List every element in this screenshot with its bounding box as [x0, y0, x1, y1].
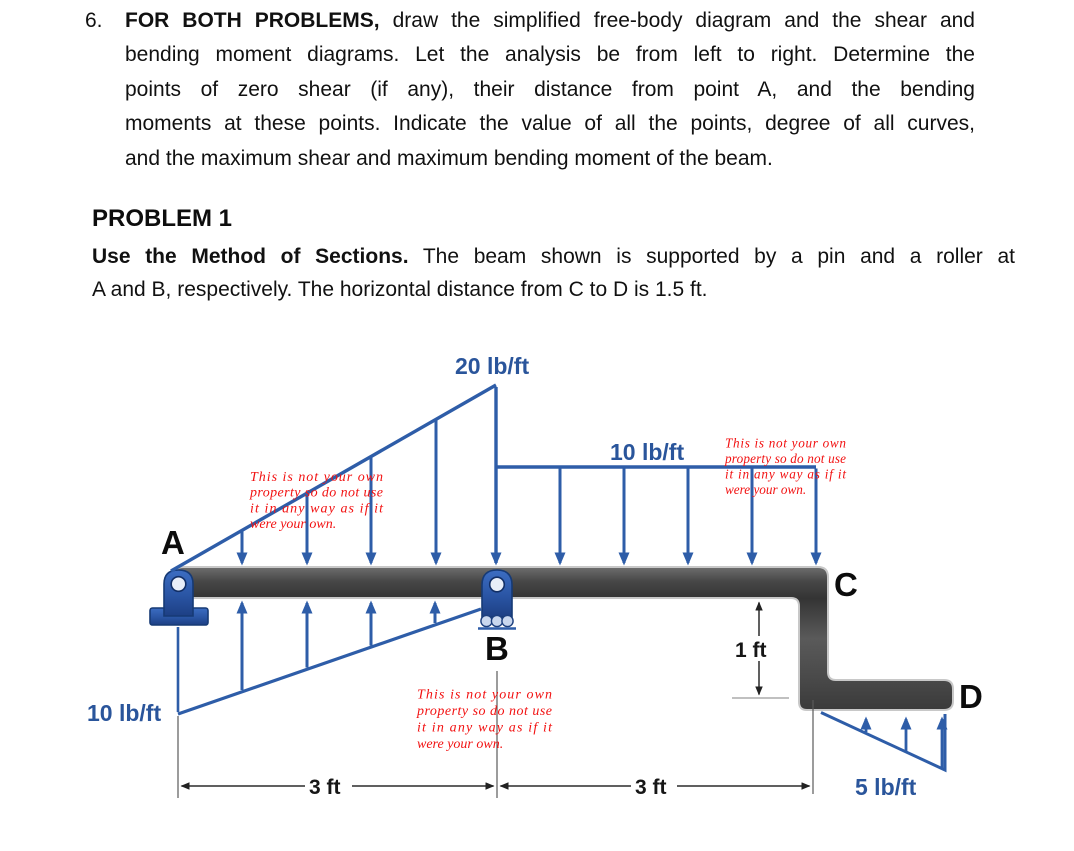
watermark-line: This is not your own: [417, 687, 552, 703]
watermark-block-2: [724, 436, 846, 498]
roller-wheel: [481, 615, 492, 626]
problem-6-line1-text: draw the simplified free-body diagram and the shear and: [392, 9, 975, 32]
dim-label-1ft: 1 ft: [735, 639, 767, 662]
load-label-10lbft-top: 10 lb/ft: [610, 439, 685, 465]
pin-hole: [171, 577, 186, 592]
problem-6-lead: FOR BOTH PROBLEMS,: [125, 9, 380, 32]
watermark-line: property so do not use: [250, 485, 383, 501]
roller-wheel: [491, 615, 502, 626]
watermark-line: property so do not use: [725, 451, 846, 466]
triangular-load-bottom-right: [821, 713, 945, 771]
problem-1-heading: PROBLEM 1: [92, 205, 233, 232]
problem-number: 6.: [85, 9, 103, 32]
problem-6-line4: moments at these points. Indicate the value of all the points, degree of all curves,: [125, 112, 975, 136]
watermark-line: it in any way as if it: [417, 720, 552, 736]
problem-1-line1-text: The beam shown is supported by a pin and a roller at: [422, 245, 1015, 268]
load-hypotenuse: [821, 713, 945, 771]
roller-wheel: [502, 615, 513, 626]
point-label-c: C: [834, 566, 858, 603]
point-label-b: B: [485, 630, 509, 667]
watermark-block-1: [249, 470, 384, 532]
watermark-line: property so do not use: [417, 704, 552, 719]
watermark-block-3: [416, 688, 553, 753]
watermark-line: were your own.: [250, 517, 337, 532]
watermark-line: This is not your own: [250, 470, 383, 485]
problem-1-line2: A and B, respectively. The horizontal distance from C to D is 1.5 ft.: [92, 278, 708, 301]
load-label-10lbft-bottom: 10 lb/ft: [87, 700, 162, 726]
problem-1-lead: Use the Method of Sections.: [92, 245, 409, 268]
dim-label-bc: 3 ft: [635, 776, 667, 799]
watermark-line: This is not your own: [725, 435, 846, 451]
watermark-line: were your own.: [725, 482, 807, 497]
load-label-5lbft: 5 lb/ft: [855, 774, 917, 800]
problem-6-line5: and the maximum shear and maximum bending moment of the beam.: [125, 146, 773, 170]
watermark-line: it in any way as if it: [250, 501, 383, 517]
point-label-d: D: [959, 678, 983, 715]
watermark-line: were your own.: [417, 737, 504, 752]
roller-support-b: [478, 570, 516, 629]
load-label-20lbft: 20 lb/ft: [455, 353, 530, 379]
dim-label-ab: 3 ft: [309, 776, 341, 799]
watermark-line: it in any way as if it: [725, 466, 846, 482]
roller-hole: [490, 577, 505, 592]
point-label-a: A: [161, 524, 185, 561]
problem-6-line3: points of zero shear (if any), their distance from point A, and the bending: [125, 77, 975, 101]
problem-6-line2: bending moment diagrams. Let the analysis be from left to right. Determine the: [125, 43, 975, 67]
